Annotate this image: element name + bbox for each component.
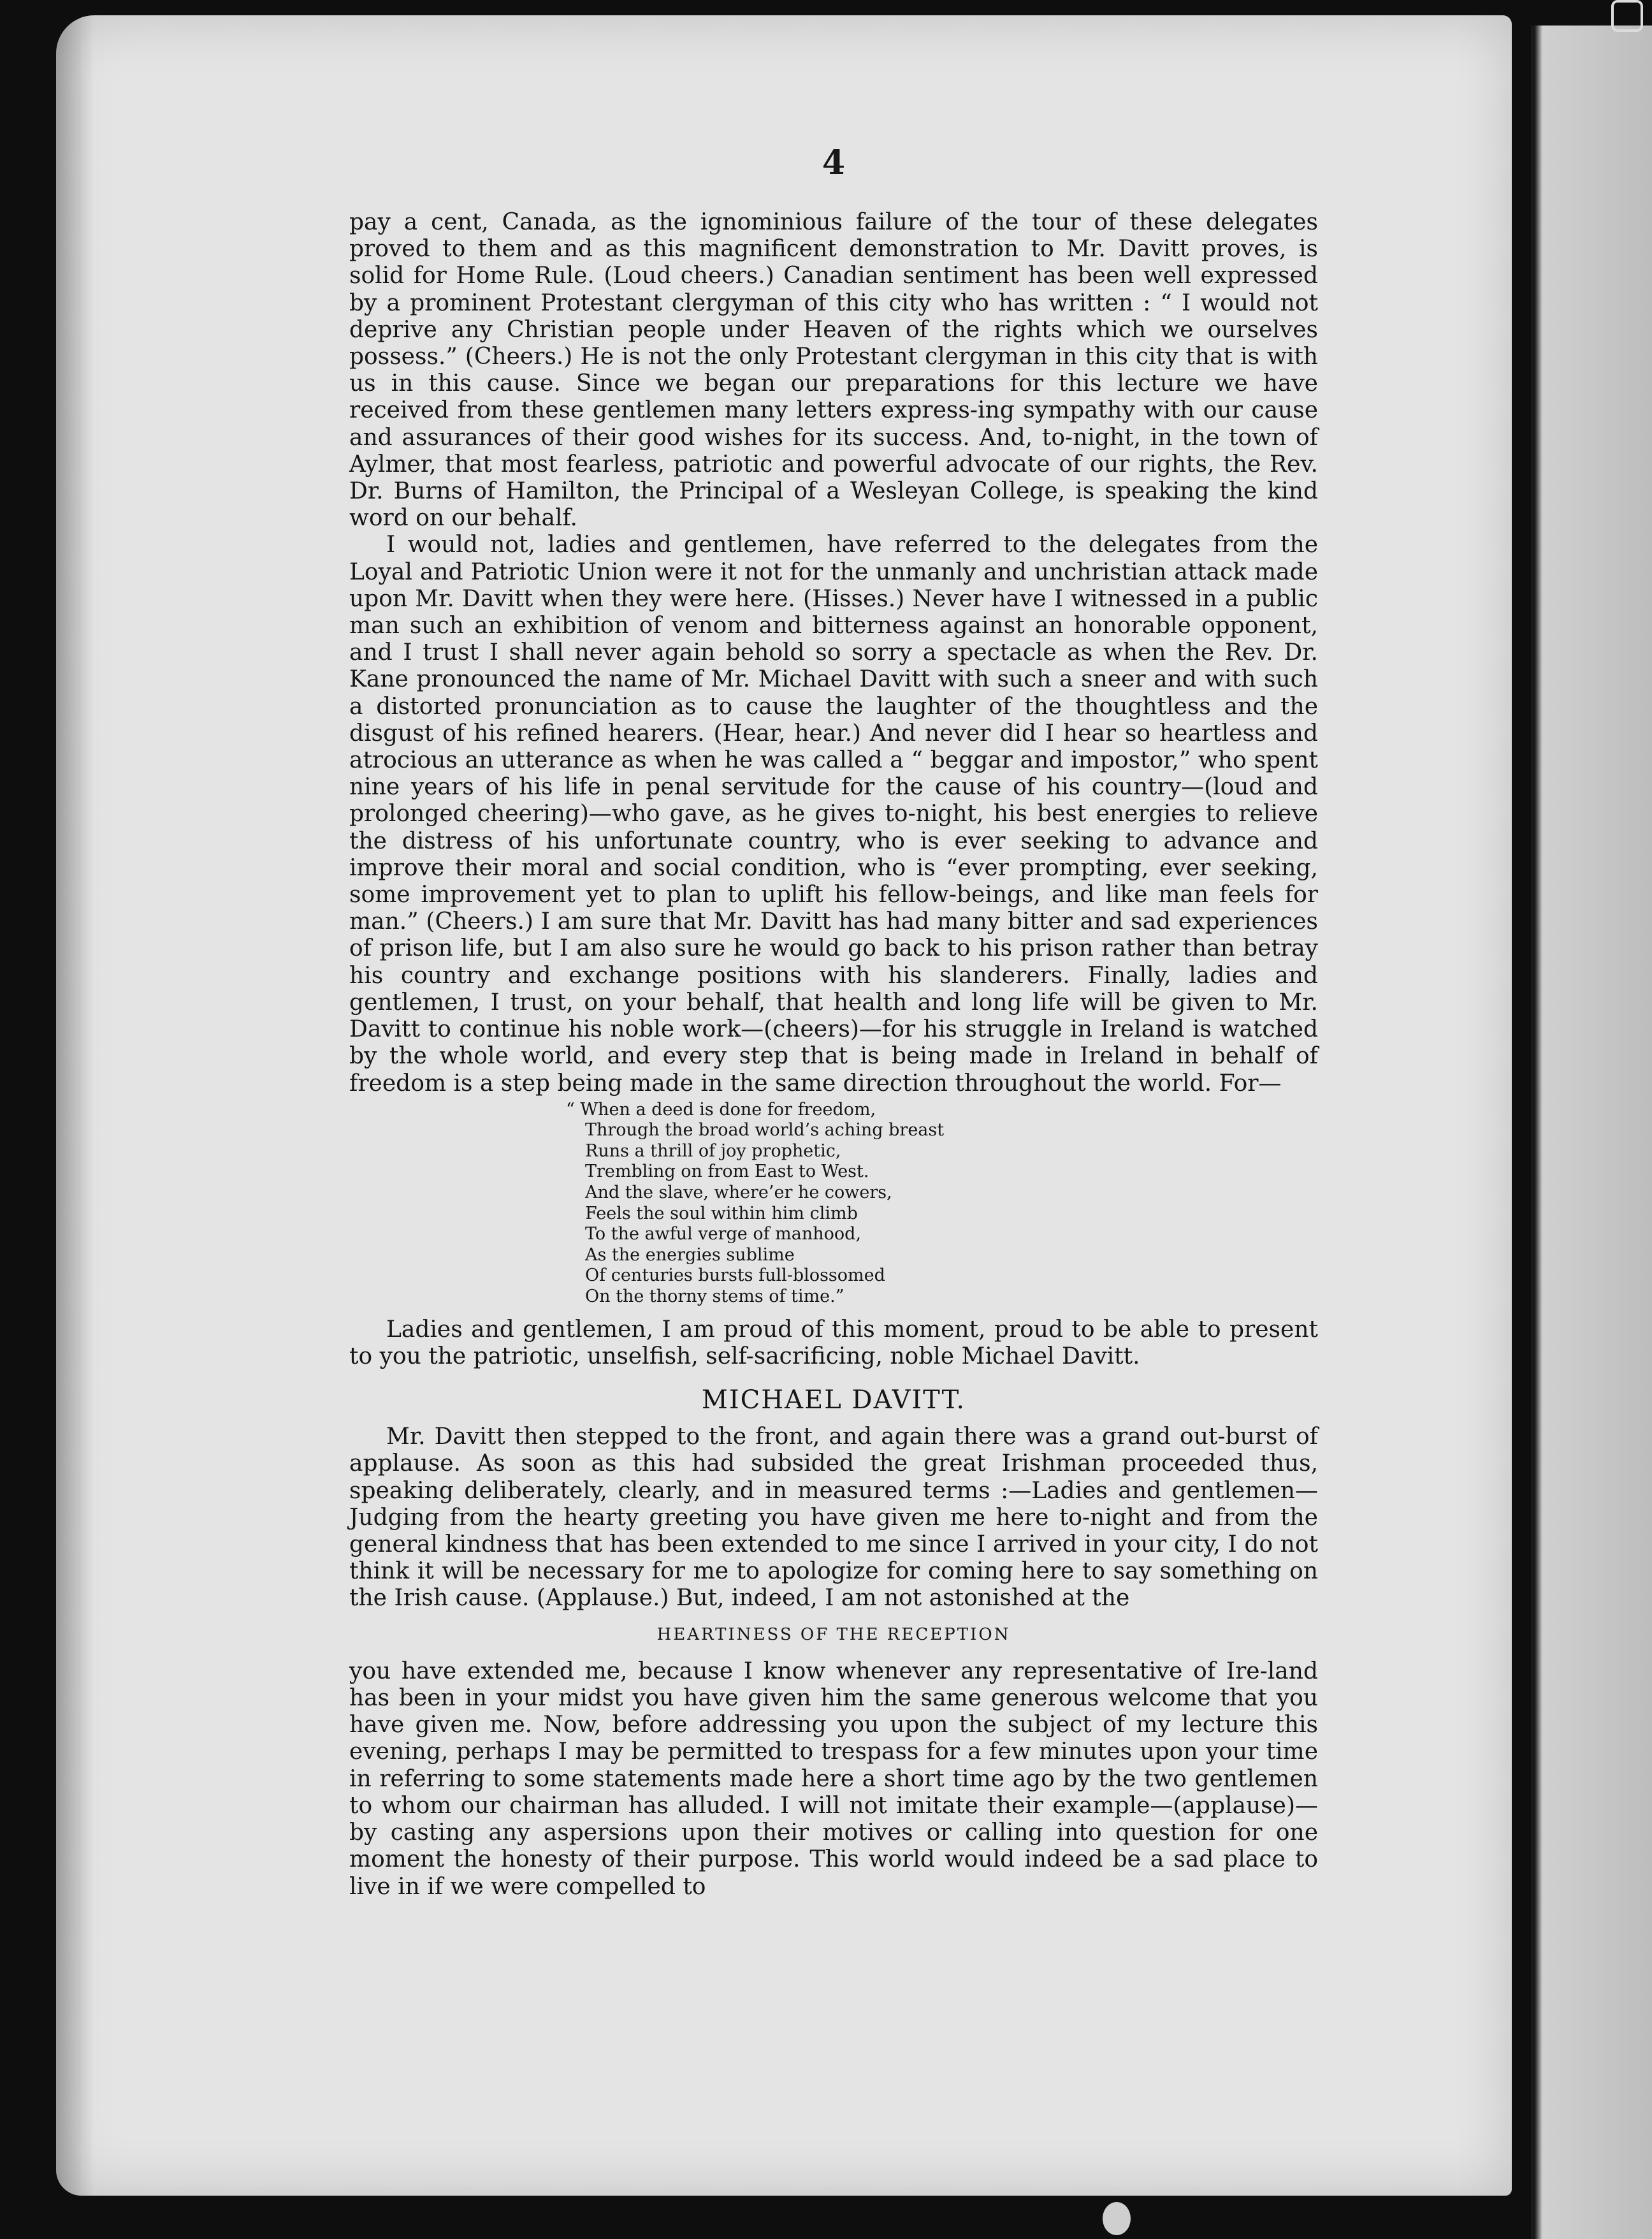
text-line: motives or calling into question for one moment the honesty of their purpose. <box>349 1820 1318 1873</box>
paragraph-delegates-failure <box>349 209 1318 532</box>
poem-line: Of centuries bursts full-blossomed <box>585 1265 885 1286</box>
section-subheading: HEARTINESS OF THE RECEPTION <box>656 1624 1011 1644</box>
text-line: I am sure that Mr. Davitt has had many bitter and sad experiences of prison <box>349 908 1318 962</box>
text-line: This world would indeed be a sad place to live in if we were compelled to <box>349 1846 1318 1900</box>
text-line: in behalf of freedom is a step being made in the same direction throughout <box>349 1043 1318 1097</box>
text-line: thus, speaking deliberately, clearly, and in measured terms :—Ladies and <box>349 1450 1319 1504</box>
section-heading: MICHAEL DAVITT. <box>701 1385 966 1415</box>
poem-quotation <box>566 1099 1318 1308</box>
text-line: the Loyal and Patriotic Union were it not for the unmanly and unchristian <box>349 532 1319 585</box>
text-line: lecture this evening, perhaps I may be permitted to trespass for a few <box>349 1712 1318 1765</box>
text-line: “ I would not deprive any Christian people under Heaven of the rights which <box>349 289 1318 343</box>
text-line: imitate their example—(applause)—by casting any aspersions upon their <box>349 1792 1318 1846</box>
text-line: and powerful advocate of our rights, the Rev. Dr. Burns of Hamilton, the <box>349 451 1318 505</box>
text-line: hear.) And never did I hear so heartless and atrocious an utterance as when <box>349 720 1318 774</box>
text-line: a spectacle as when the Rev. Dr. Kane pronounced the name of Mr. Michael <box>349 639 1318 693</box>
poem-line: And the slave, where’er he cowers, <box>585 1183 892 1203</box>
poem-line: On the thorny stems of time.” <box>585 1287 844 1307</box>
text-line: here to say something on the Irish cause. (Applause.) But, indeed, I am <box>349 1558 1318 1612</box>
text-line: gentlemen—Judging from the hearty greeting you have given me here to-night <box>349 1477 1318 1531</box>
text-line: pay a cent, Canada, as the ignominious failure of the tour of these delegates <box>349 209 1318 235</box>
text-line: gentlemen, I trust, on your behalf, that health and long life will be given to <box>349 989 1268 1016</box>
text-line: who gave, as he gives to-night, his best energies to relieve the distress of his <box>349 801 1319 854</box>
poem-line: As the energies sublime <box>585 1244 795 1265</box>
poem-line: Runs a thrill of joy prophetic, <box>585 1141 841 1161</box>
text-line: ing sympathy with our cause and assurances of their good wishes for its <box>349 397 1319 451</box>
text-line: burst of applause. As soon as this had subsided the great Irishman proceeded <box>349 1424 1318 1477</box>
text-line: unfortunate country, who is ever seeking to advance and improve their moral <box>349 828 1318 881</box>
poem-line: To the awful verge of manhood, <box>585 1224 862 1244</box>
text-line: is watched by the whole world, and every step that is being made in Ireland <box>349 1016 1319 1070</box>
text-line: we ourselves possess.” (Cheers.) He is not the only Protestant clergyman <box>349 316 1319 370</box>
text-line: success. And, to-night, in the town of Aylmer, that most fearless, patriotic <box>349 424 1318 478</box>
text-line: Ladies and gentlemen, I am proud of this moment, proud to be able to <box>386 1316 1221 1343</box>
text-line: minutes upon your time in referring to some statements made here a short <box>349 1739 1318 1792</box>
text-line: expressed by a prominent Protestant clergyman of this city who has written : <box>349 263 1318 316</box>
text-line: Principal of a Wesleyan College, is speaking the kind word on our behalf. <box>349 478 1318 532</box>
text-line: life, but I am also sure he would go back to his prison rather than betray his <box>349 935 1318 989</box>
text-line: I would not, ladies and gentlemen, have referred to the delegates from <box>386 532 1268 558</box>
text-line: is solid for Home Rule. (Loud cheers.) Canadian sentiment has been well <box>349 236 1318 289</box>
text-line: penal servitude for the cause of his country—(loud and prolonged cheering)— <box>349 774 1318 828</box>
text-line: in your city, I do not think it will be necessary for me to apologize for coming <box>349 1531 1318 1585</box>
text-line: Mr. Davitt then stepped to the front, and again there was a grand out- <box>386 1424 1226 1450</box>
text-line: present to you the patriotic, unselfish, self-sacrificing, noble Michael Davitt. <box>349 1316 1318 1369</box>
text-line: the world. For— <box>1093 1070 1282 1097</box>
text-line: he was called a “ beggar and impostor,” who spent nine years of his life in <box>349 747 1318 801</box>
text-line: the laughter of the thoughtless and the disgust of his refined hearers. (Hear, <box>349 693 1319 747</box>
text-line: and social condition, who is “ever prompting, ever seeking, some improvement <box>349 854 1318 908</box>
text-line: against an honorable opponent, and I trust I shall never again behold so sorry <box>349 613 1318 666</box>
poem-line: “ When a deed is done for freedom, <box>566 1099 876 1120</box>
poem-line: Trembling on from East to West. <box>585 1162 869 1182</box>
text-line: proved to them and as this magnificent demonstration to Mr. Davitt proves, <box>349 236 1287 263</box>
text-line: in this city that is with us in this cause. Since we began our preparations <box>349 344 1318 397</box>
text-line: Davitt with such a sneer and with such a distorted pronunciation as to cause <box>349 666 1318 720</box>
page-number: 4 <box>822 143 846 182</box>
text-line: and from the general kindness that has been extended to me since I arrived <box>349 1504 1318 1558</box>
text-line: I witnessed in a public man such an exhibition of venom and bitterness <box>349 585 1318 639</box>
text-line: that you have given me. Now, before addressing you upon the subject of my <box>349 1685 1318 1739</box>
text-line: time ago by the two gentlemen to whom our chairman has alluded. I will not <box>349 1765 1318 1819</box>
paragraph-reception <box>349 1658 1318 1900</box>
text-line: you have extended me, because I know whenever any representative of Ire- <box>349 1658 1268 1684</box>
page-body <box>349 209 1318 1900</box>
text-line: for this lecture we have received from these gentlemen many letters express- <box>349 370 1318 424</box>
text-line: country and exchange positions with his slanderers. Finally, ladies and <box>400 962 1318 989</box>
paragraph-attack-on-davitt <box>349 532 1318 1097</box>
poem-line: Through the broad world’s aching breast <box>585 1120 945 1141</box>
poem-line: Feels the soul within him climb <box>585 1203 858 1223</box>
text-line: not astonished at the <box>883 1585 1130 1612</box>
film-punch-hole <box>1103 2202 1131 2235</box>
film-corner-mark <box>1611 0 1643 32</box>
text-line: Mr. Davitt to continue his noble work—(cheers)—for his struggle in Ireland <box>349 989 1318 1043</box>
text-line: attack made upon Mr. Davitt when they were here. (Hisses.) Never have <box>349 558 1318 612</box>
text-line: land has been in your midst you have given him the same generous welcome <box>349 1658 1318 1712</box>
adjacent-page-edge <box>1531 26 1652 2239</box>
paragraph-introduction <box>349 1316 1318 1370</box>
text-line: yet to plan to uplift his fellow-beings, and like man feels for man.” (Cheers.) <box>349 882 1318 935</box>
paragraph-davitt-speech <box>349 1424 1318 1612</box>
